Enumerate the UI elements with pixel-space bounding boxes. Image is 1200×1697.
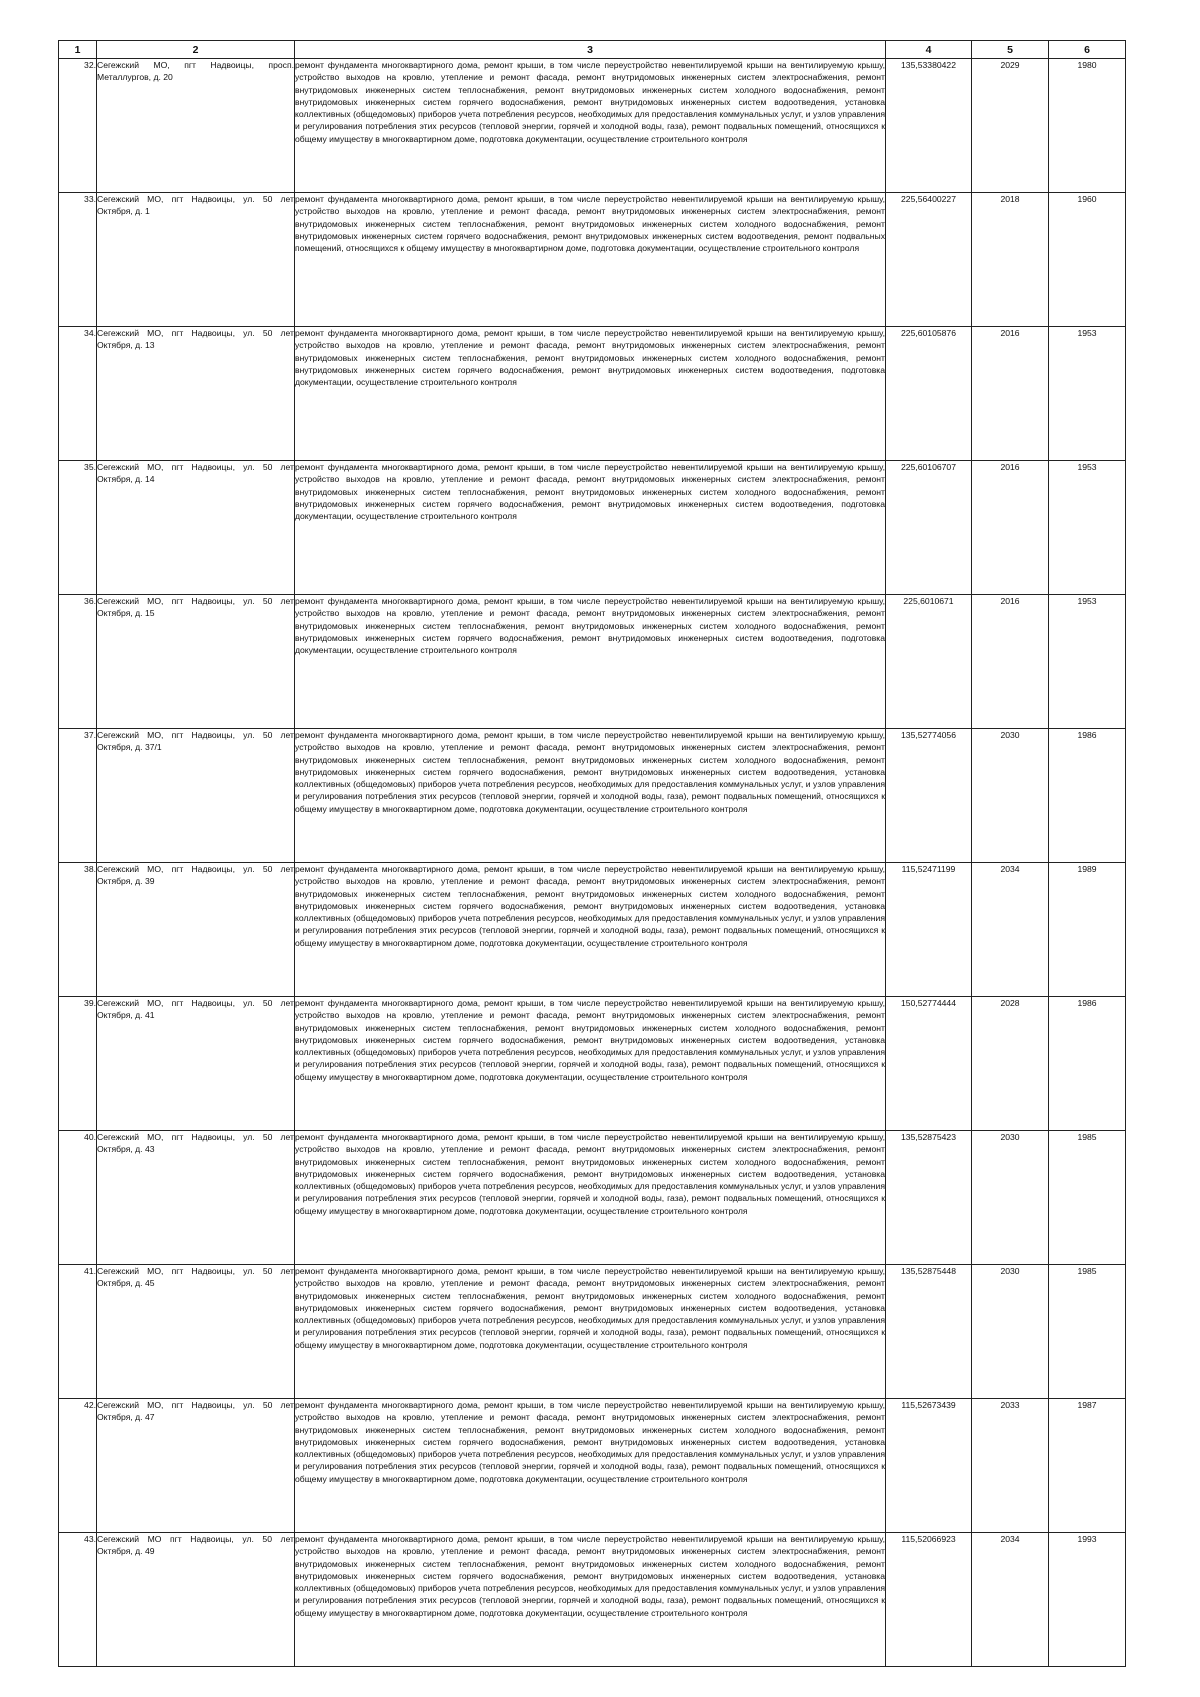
table-row bbox=[59, 1533, 1126, 1667]
year-col6-cell: 1953 bbox=[1049, 327, 1126, 461]
works-cell: ремонт фундамента многоквартирного дома, ремонт крыши, в том числе переустройство невентилируемой крыши на вентилируемую крышу, устройство выходов на кровлю, утепление и ремонт фасада, ремонт внутридомовых инженерных систем электроснабжения, ремонт внутридомовых инженерных систем теплоснабжения, ремонт внутридомовых инженерных систем холодного водоснабжения, ремонт внутридомовых инженерных систем горячего водоснабжения, ремонт внутридомовых инженерных систем водоотведения, установка коллективных (общедомовых) приборов учета потребления ресурсов, необходимых для предоставления коммунальных услуг, и узлов управления и регулирования потребления этих ресурсов (тепловой энергии, горячей и холодной воды, газа), ремонт подвальных помещений, относящихся к общему имуществу в многоквартирном доме, подготовка документации, осуществление строительного контроля bbox=[295, 1399, 886, 1533]
works-cell: ремонт фундамента многоквартирного дома, ремонт крыши, в том числе переустройство невентилируемой крыши на вентилируемую крышу, устройство выходов на кровлю, утепление и ремонт фасада, ремонт внутридомовых инженерных систем электроснабжения, ремонт внутридомовых инженерных систем теплоснабжения, ремонт внутридомовых инженерных систем холодного водоснабжения, ремонт внутридомовых инженерных систем горячего водоснабжения, ремонт внутридомовых инженерных систем водоотведения, установка коллективных (общедомовых) приборов учета потребления ресурсов, необходимых для предоставления коммунальных услуг, и узлов управления и регулирования потребления этих ресурсов (тепловой энергии, горячей и холодной воды, газа), ремонт подвальных помещений, относящихся к общему имуществу в многоквартирном доме, подготовка документации, осуществление строительного контроля bbox=[295, 863, 886, 997]
year-col5-cell: 2029 bbox=[972, 59, 1049, 193]
address-cell: Сегежский МО, пгт Надвоицы, ул. 50 лет Октября, д. 13 bbox=[97, 327, 295, 461]
year-col5-cell: 2033 bbox=[972, 1399, 1049, 1533]
row-number: 32. bbox=[59, 59, 97, 193]
value-cell: 115,52066923 bbox=[886, 1533, 972, 1667]
year-col6-cell: 1985 bbox=[1049, 1265, 1126, 1399]
year-col6-cell: 1987 bbox=[1049, 1399, 1126, 1533]
table-row bbox=[59, 863, 1126, 997]
table-row bbox=[59, 1131, 1126, 1265]
value-cell: 225,56400227 bbox=[886, 193, 972, 327]
row-number: 33. bbox=[59, 193, 97, 327]
table-body bbox=[59, 59, 1126, 1667]
year-col6-cell: 1993 bbox=[1049, 1533, 1126, 1667]
year-col5-cell: 2016 bbox=[972, 327, 1049, 461]
address-cell: Сегежский МО, пгт Надвоицы, ул. 50 лет Октября, д. 39 bbox=[97, 863, 295, 997]
year-col6-cell: 1980 bbox=[1049, 59, 1126, 193]
works-cell: ремонт фундамента многоквартирного дома, ремонт крыши, в том числе переустройство невентилируемой крыши на вентилируемую крышу, устройство выходов на кровлю, утепление и ремонт фасада, ремонт внутридомовых инженерных систем электроснабжения, ремонт внутридомовых инженерных систем теплоснабжения, ремонт внутридомовых инженерных систем холодного водоснабжения, ремонт внутридомовых инженерных систем горячего водоснабжения, ремонт внутридомовых инженерных систем водоотведения, подготовка документации, осуществление строительного контроля bbox=[295, 327, 886, 461]
year-col5-cell: 2028 bbox=[972, 997, 1049, 1131]
value-cell: 135,52875448 bbox=[886, 1265, 972, 1399]
table-row bbox=[59, 327, 1126, 461]
value-cell: 150,52774444 bbox=[886, 997, 972, 1131]
value-cell: 135,52875423 bbox=[886, 1131, 972, 1265]
address-cell: Сегежский МО, пгт Надвоицы, ул. 50 лет Октября, д. 37/1 bbox=[97, 729, 295, 863]
column-header-2: 2 bbox=[97, 41, 295, 59]
works-cell: ремонт фундамента многоквартирного дома, ремонт крыши, в том числе переустройство невентилируемой крыши на вентилируемую крышу, устройство выходов на кровлю, утепление и ремонт фасада, ремонт внутридомовых инженерных систем электроснабжения, ремонт внутридомовых инженерных систем теплоснабжения, ремонт внутридомовых инженерных систем холодного водоснабжения, ремонт внутридомовых инженерных систем горячего водоснабжения, ремонт внутридомовых инженерных систем водоотведения, подготовка документации, осуществление строительного контроля bbox=[295, 595, 886, 729]
address-cell: Сегежский МО, пгт Надвоицы, ул. 50 лет Октября, д. 43 bbox=[97, 1131, 295, 1265]
value-cell: 225,60106707 bbox=[886, 461, 972, 595]
year-col6-cell: 1985 bbox=[1049, 1131, 1126, 1265]
year-col6-cell: 1953 bbox=[1049, 595, 1126, 729]
address-cell: Сегежский МО, пгт Надвоицы, ул. 50 лет Октября, д. 47 bbox=[97, 1399, 295, 1533]
column-header-4: 4 bbox=[886, 41, 972, 59]
value-cell: 135,53380422 bbox=[886, 59, 972, 193]
year-col6-cell: 1989 bbox=[1049, 863, 1126, 997]
works-cell: ремонт фундамента многоквартирного дома, ремонт крыши, в том числе переустройство невентилируемой крыши на вентилируемую крышу, устройство выходов на кровлю, утепление и ремонт фасада, ремонт внутридомовых инженерных систем электроснабжения, ремонт внутридомовых инженерных систем теплоснабжения, ремонт внутридомовых инженерных систем холодного водоснабжения, ремонт внутридомовых инженерных систем горячего водоснабжения, ремонт внутридомовых инженерных систем водоотведения, установка коллективных (общедомовых) приборов учета потребления ресурсов, необходимых для предоставления коммунальных услуг, и узлов управления и регулирования потребления этих ресурсов (тепловой энергии, горячей и холодной воды, газа), ремонт подвальных помещений, относящихся к общему имуществу в многоквартирном доме, подготовка документации, осуществление строительного контроля bbox=[295, 1533, 886, 1667]
year-col5-cell: 2034 bbox=[972, 1533, 1049, 1667]
column-header-3: 3 bbox=[295, 41, 886, 59]
year-col6-cell: 1986 bbox=[1049, 729, 1126, 863]
year-col5-cell: 2018 bbox=[972, 193, 1049, 327]
column-number-row bbox=[59, 41, 1126, 59]
address-cell: Сегежский МО, пгт Надвоицы, ул. 50 лет Октября, д. 14 bbox=[97, 461, 295, 595]
row-number: 43. bbox=[59, 1533, 97, 1667]
year-col6-cell: 1953 bbox=[1049, 461, 1126, 595]
row-number: 35. bbox=[59, 461, 97, 595]
year-col5-cell: 2016 bbox=[972, 461, 1049, 595]
value-cell: 225,6010671 bbox=[886, 595, 972, 729]
year-col5-cell: 2034 bbox=[972, 863, 1049, 997]
table-row bbox=[59, 1265, 1126, 1399]
row-number: 39. bbox=[59, 997, 97, 1131]
column-header-6: 6 bbox=[1049, 41, 1126, 59]
year-col5-cell: 2030 bbox=[972, 729, 1049, 863]
table-row bbox=[59, 997, 1126, 1131]
row-number: 37. bbox=[59, 729, 97, 863]
address-cell: Сегежский МО, пгт Надвоицы, ул. 50 лет Октября, д. 1 bbox=[97, 193, 295, 327]
column-header-1: 1 bbox=[59, 41, 97, 59]
address-cell: Сегежский МО, пгт Надвоицы, ул. 50 лет Октября, д. 45 bbox=[97, 1265, 295, 1399]
year-col5-cell: 2016 bbox=[972, 595, 1049, 729]
table-row bbox=[59, 461, 1126, 595]
table-row bbox=[59, 193, 1126, 327]
row-number: 34. bbox=[59, 327, 97, 461]
address-cell: Сегежский МО пгт Надвоицы, ул. 50 лет Октября, д. 49 bbox=[97, 1533, 295, 1667]
value-cell: 225,60105876 bbox=[886, 327, 972, 461]
housing-repair-table bbox=[58, 40, 1126, 1667]
value-cell: 135,52774056 bbox=[886, 729, 972, 863]
works-cell: ремонт фундамента многоквартирного дома, ремонт крыши, в том числе переустройство невентилируемой крыши на вентилируемую крышу, устройство выходов на кровлю, утепление и ремонт фасада, ремонт внутридомовых инженерных систем электроснабжения, ремонт внутридомовых инженерных систем теплоснабжения, ремонт внутридомовых инженерных систем холодного водоснабжения, ремонт внутридомовых инженерных систем горячего водоснабжения, ремонт внутридомовых инженерных систем водоотведения, ремонт подвальных помещений, относящихся к общему имуществу в многоквартирном доме, подготовка документации, осуществление строительного контроля bbox=[295, 193, 886, 327]
address-cell: Сегежский МО, пгт Надвоицы, ул. 50 лет Октября, д. 15 bbox=[97, 595, 295, 729]
row-number: 40. bbox=[59, 1131, 97, 1265]
address-cell: Сегежский МО, пгт Надвоицы, ул. 50 лет Октября, д. 41 bbox=[97, 997, 295, 1131]
address-cell: Сегежский МО, пгт Надвоицы, просп. Металлургов, д. 20 bbox=[97, 59, 295, 193]
value-cell: 115,52673439 bbox=[886, 1399, 972, 1533]
year-col6-cell: 1960 bbox=[1049, 193, 1126, 327]
table-row bbox=[59, 1399, 1126, 1533]
row-number: 38. bbox=[59, 863, 97, 997]
works-cell: ремонт фундамента многоквартирного дома, ремонт крыши, в том числе переустройство невентилируемой крыши на вентилируемую крышу, устройство выходов на кровлю, утепление и ремонт фасада, ремонт внутридомовых инженерных систем электроснабжения, ремонт внутридомовых инженерных систем теплоснабжения, ремонт внутридомовых инженерных систем холодного водоснабжения, ремонт внутридомовых инженерных систем горячего водоснабжения, ремонт внутридомовых инженерных систем водоотведения, установка коллективных (общедомовых) приборов учета потребления ресурсов, необходимых для предоставления коммунальных услуг, и узлов управления и регулирования потребления этих ресурсов (тепловой энергии, горячей и холодной воды, газа), ремонт подвальных помещений, относящихся к общему имуществу в многоквартирном доме, подготовка документации, осуществление строительного контроля bbox=[295, 1131, 886, 1265]
column-header-5: 5 bbox=[972, 41, 1049, 59]
year-col5-cell: 2030 bbox=[972, 1265, 1049, 1399]
year-col5-cell: 2030 bbox=[972, 1131, 1049, 1265]
works-cell: ремонт фундамента многоквартирного дома, ремонт крыши, в том числе переустройство невентилируемой крыши на вентилируемую крышу, устройство выходов на кровлю, утепление и ремонт фасада, ремонт внутридомовых инженерных систем электроснабжения, ремонт внутридомовых инженерных систем теплоснабжения, ремонт внутридомовых инженерных систем холодного водоснабжения, ремонт внутридомовых инженерных систем горячего водоснабжения, ремонт внутридомовых инженерных систем водоотведения, установка коллективных (общедомовых) приборов учета потребления ресурсов, необходимых для предоставления коммунальных услуг, и узлов управления и регулирования потребления этих ресурсов (тепловой энергии, горячей и холодной воды, газа), ремонт подвальных помещений, относящихся к общему имуществу в многоквартирном доме, подготовка документации, осуществление строительного контроля bbox=[295, 59, 886, 193]
table-row bbox=[59, 729, 1126, 863]
works-cell: ремонт фундамента многоквартирного дома, ремонт крыши, в том числе переустройство невентилируемой крыши на вентилируемую крышу, устройство выходов на кровлю, утепление и ремонт фасада, ремонт внутридомовых инженерных систем электроснабжения, ремонт внутридомовых инженерных систем теплоснабжения, ремонт внутридомовых инженерных систем холодного водоснабжения, ремонт внутридомовых инженерных систем горячего водоснабжения, ремонт внутридомовых инженерных систем водоотведения, установка коллективных (общедомовых) приборов учета потребления ресурсов, необходимых для предоставления коммунальных услуг, и узлов управления и регулирования потребления этих ресурсов (тепловой энергии, горячей и холодной воды, газа), ремонт подвальных помещений, относящихся к общему имуществу в многоквартирном доме, подготовка документации, осуществление строительного контроля bbox=[295, 1265, 886, 1399]
year-col6-cell: 1986 bbox=[1049, 997, 1126, 1131]
works-cell: ремонт фундамента многоквартирного дома, ремонт крыши, в том числе переустройство невентилируемой крыши на вентилируемую крышу, устройство выходов на кровлю, утепление и ремонт фасада, ремонт внутридомовых инженерных систем электроснабжения, ремонт внутридомовых инженерных систем теплоснабжения, ремонт внутридомовых инженерных систем холодного водоснабжения, ремонт внутридомовых инженерных систем горячего водоснабжения, ремонт внутридомовых инженерных систем водоотведения, установка коллективных (общедомовых) приборов учета потребления ресурсов, необходимых для предоставления коммунальных услуг, и узлов управления и регулирования потребления этих ресурсов (тепловой энергии, горячей и холодной воды, газа), ремонт подвальных помещений, относящихся к общему имуществу в многоквартирном доме, подготовка документации, осуществление строительного контроля bbox=[295, 997, 886, 1131]
works-cell: ремонт фундамента многоквартирного дома, ремонт крыши, в том числе переустройство невентилируемой крыши на вентилируемую крышу, устройство выходов на кровлю, утепление и ремонт фасада, ремонт внутридомовых инженерных систем электроснабжения, ремонт внутридомовых инженерных систем теплоснабжения, ремонт внутридомовых инженерных систем холодного водоснабжения, ремонт внутридомовых инженерных систем горячего водоснабжения, ремонт внутридомовых инженерных систем водоотведения, установка коллективных (общедомовых) приборов учета потребления ресурсов, необходимых для предоставления коммунальных услуг, и узлов управления и регулирования потребления этих ресурсов (тепловой энергии, горячей и холодной воды, газа), ремонт подвальных помещений, относящихся к общему имуществу в многоквартирном доме, подготовка документации, осуществление строительного контроля bbox=[295, 729, 886, 863]
row-number: 36. bbox=[59, 595, 97, 729]
table-row bbox=[59, 595, 1126, 729]
row-number: 41. bbox=[59, 1265, 97, 1399]
row-number: 42. bbox=[59, 1399, 97, 1533]
value-cell: 115,52471199 bbox=[886, 863, 972, 997]
table-row bbox=[59, 59, 1126, 193]
works-cell: ремонт фундамента многоквартирного дома, ремонт крыши, в том числе переустройство невентилируемой крыши на вентилируемую крышу, устройство выходов на кровлю, утепление и ремонт фасада, ремонт внутридомовых инженерных систем электроснабжения, ремонт внутридомовых инженерных систем теплоснабжения, ремонт внутридомовых инженерных систем холодного водоснабжения, ремонт внутридомовых инженерных систем горячего водоснабжения, ремонт внутридомовых инженерных систем водоотведения, подготовка документации, осуществление строительного контроля bbox=[295, 461, 886, 595]
